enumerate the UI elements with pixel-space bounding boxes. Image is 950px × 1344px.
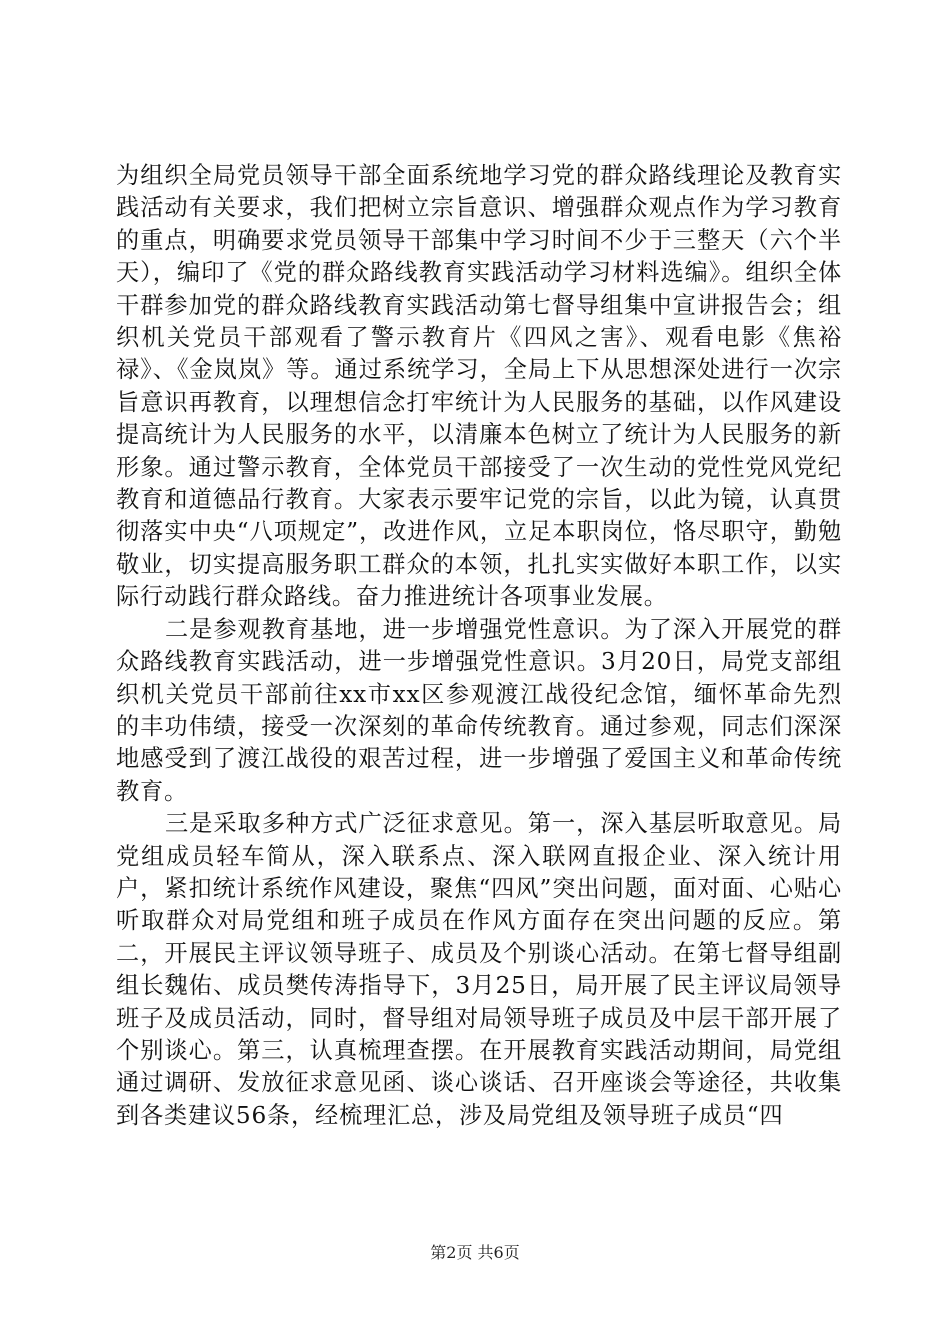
paragraph-opinions: 三是采取多种方式广泛征求意见。第一，深入基层听取意见。局党组成员轻车简从，深入联系点、深入联网直报企业、深入统计用户，紧扣统计系统作风建设，聚焦“四风”突出问题，面对面、心贴心听取群众对局党组和班子成员在作风方面存在突出问题的反应。第二，开展民主评议领导班子、成员及个别谈心活动。在第七督导组副组长魏佑、成员樊传涛指导下，3月25日，局开展了民主评议局领导班子及成员活动，同时，督导组对局领导班子成员及中层干部开展了个别谈心。第三，认真梳理查摆。在开展教育实践活动期间，局党组通过调研、发放征求意见函、谈心谈话、召开座谈会等途径，共收集到各类建议56条，经梳理汇总，涉及局党组及领导班子成员“四 [116,810,842,1129]
paragraph-education-base: 二是参观教育基地，进一步增强党性意识。为了深入开展党的群众路线教育实践活动，进一步增强党性意识。3月20日，局党支部组织机关党员干部前往xx市xx区参观渡江战役纪念馆，缅怀革命先烈的丰功伟绩，接受一次深刻的革命传统教育。通过参观，同志们深深地感受到了渡江战役的艰苦过程，进一步增强了爱国主义和革命传统教育。 [116,615,842,805]
paragraph-study: 为组织全局党员领导干部全面系统地学习党的群众路线理论及教育实践活动有关要求，我们把树立宗旨意识、增强群众观点作为学习教育的重点，明确要求党员领导干部集中学习时间不少于三整天（六个半天），编印了《党的群众路线教育实践活动学习材料选编》。组织全体干群参加党的群众路线教育实践活动第七督导组集中宣讲报告会；组织机关党员干部观看了警示教育片《四风之害》、观看电影《焦裕禄》、《金岚岚》等。通过系统学习，全局上下从思想深处进行一次宗旨意识再教育，以理想信念打牢统计为人民服务的基础，以作风建设提高统计为人民服务的水平，以清廉本色树立了统计为人民服务的新形象。通过警示教育，全体党员干部接受了一次生动的党性党风党纪教育和道德品行教育。大家表示要牢记党的宗旨，以此为镜，认真贯彻落实中央“八项规定”，改进作风，立足本职岗位，恪尽职守，勤勉敬业，切实提高服务职工群众的本领，扎扎实实做好本职工作，以实际行动践行群众路线。奋力推进统计各项事业发展。 [116,162,842,611]
document-body [116,160,842,1132]
page-footer: 第2页 共6页 [430,1243,520,1262]
